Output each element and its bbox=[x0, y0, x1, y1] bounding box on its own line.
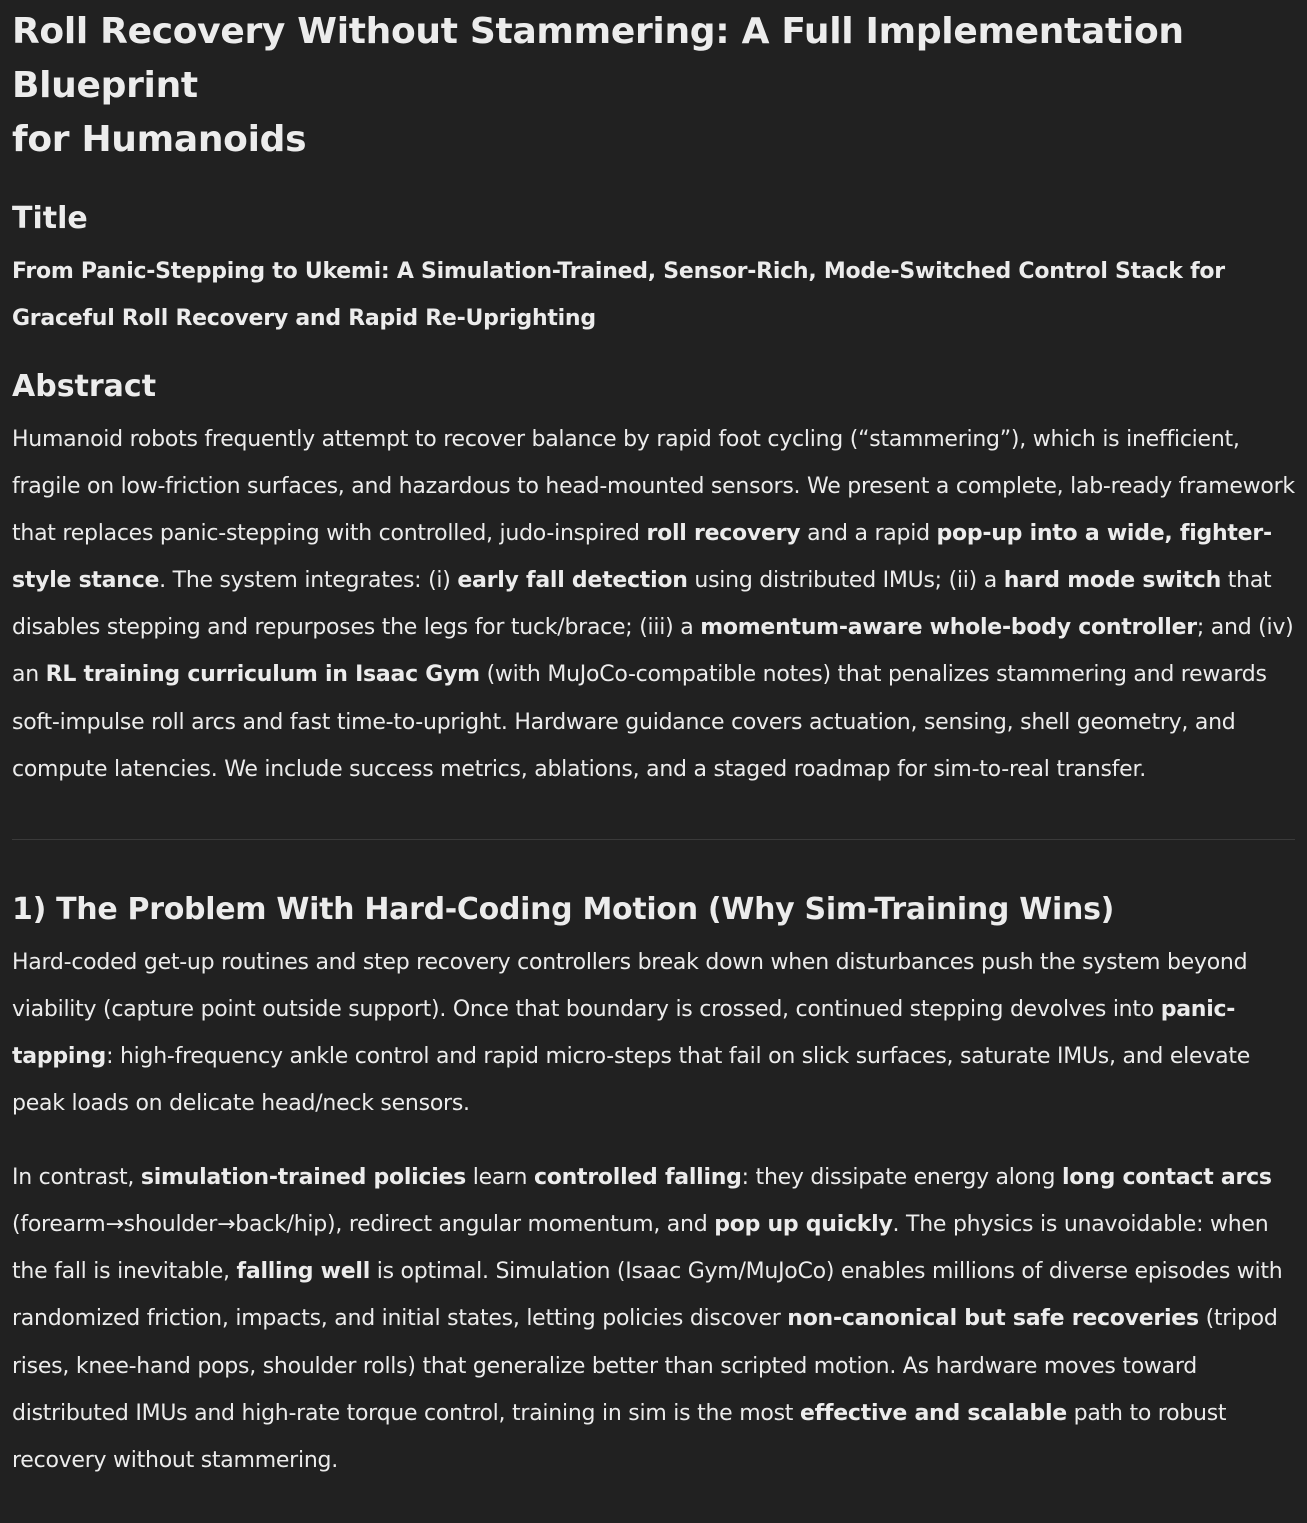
abstract-heading: Abstract bbox=[12, 369, 157, 404]
abstract-paragraph: Humanoid robots frequently attempt to recover balance by rapid foot cycling (“stammering”), which is inefficient, fragile on low-friction surfaces, and hazardous to head-mounted sensors. We present a complete, lab-ready framework that replaces panic-stepping with controlled, judo-inspired roll recovery and a rapid pop-up into a wide, fighter-style stance. The system integrates: (i) early fall detection using distributed IMUs; (ii) a hard mode switch that disables stepping and repurposes the legs for tuck/brace; (iii) a momentum-aware whole-body controller; and (iv) an RL training curriculum in Isaac Gym (with MuJoCo-compatible notes) that penalizes stammering and rewards soft-impulse roll arcs and fast time-to-upright. Hardware guidance covers actuation, sensing, shell geometry, and compute latencies. We include success metrics, ablations, and a staged roadmap for sim-to-real transfer. bbox=[12, 427, 1295, 782]
section-divider bbox=[12, 839, 1295, 840]
document-title-line1: Roll Recovery Without Stammering: A Full Implementation Blueprint bbox=[12, 11, 1184, 106]
section1-paragraph-2: In contrast, simulation-trained policies learn controlled falling: they dissipate energy along long contact arcs (forearm→shoulder→back/hip), redirect angular momentum, and pop up quickly. The physics is unavoidable: when the fall is inevitable, falling well is optimal. Simulation (Isaac Gym/MuJoCo) enables millions of diverse episodes with randomized friction, impacts, and initial states, letting policies discover non-canonical but safe recoveries (tripod rises, knee-hand pops, shoulder rolls) that generalize better than scripted motion. As hardware moves toward distributed IMUs and high-rate torque control, training in sim is the most effective and scalable path to robust recovery without stammering. bbox=[12, 1165, 1283, 1473]
section1-heading: 1) The Problem With Hard-Coding Motion (Why Sim-Training Wins) bbox=[12, 891, 1115, 927]
document-title bbox=[12, 5, 1295, 167]
title-heading: Title bbox=[12, 201, 88, 236]
section1-paragraph-1: Hard-coded get-up routines and step recovery controllers break down when disturbances push the system beyond viability (capture point outside support). Once that boundary is crossed, continued stepping devolves into panic-tapping: high-frequency ankle control and rapid micro-steps that fail on slick surfaces, saturate IMUs, and elevate peak loads on delicate head/neck sensors. bbox=[12, 949, 1250, 1117]
paper-subtitle: From Panic-Stepping to Ukemi: A Simulation-Trained, Sensor-Rich, Mode-Switched Control Stack for Graceful Roll Recovery and Rapid Re-Uprighting bbox=[12, 259, 1225, 331]
document-title-line2: for Humanoids bbox=[12, 119, 307, 160]
